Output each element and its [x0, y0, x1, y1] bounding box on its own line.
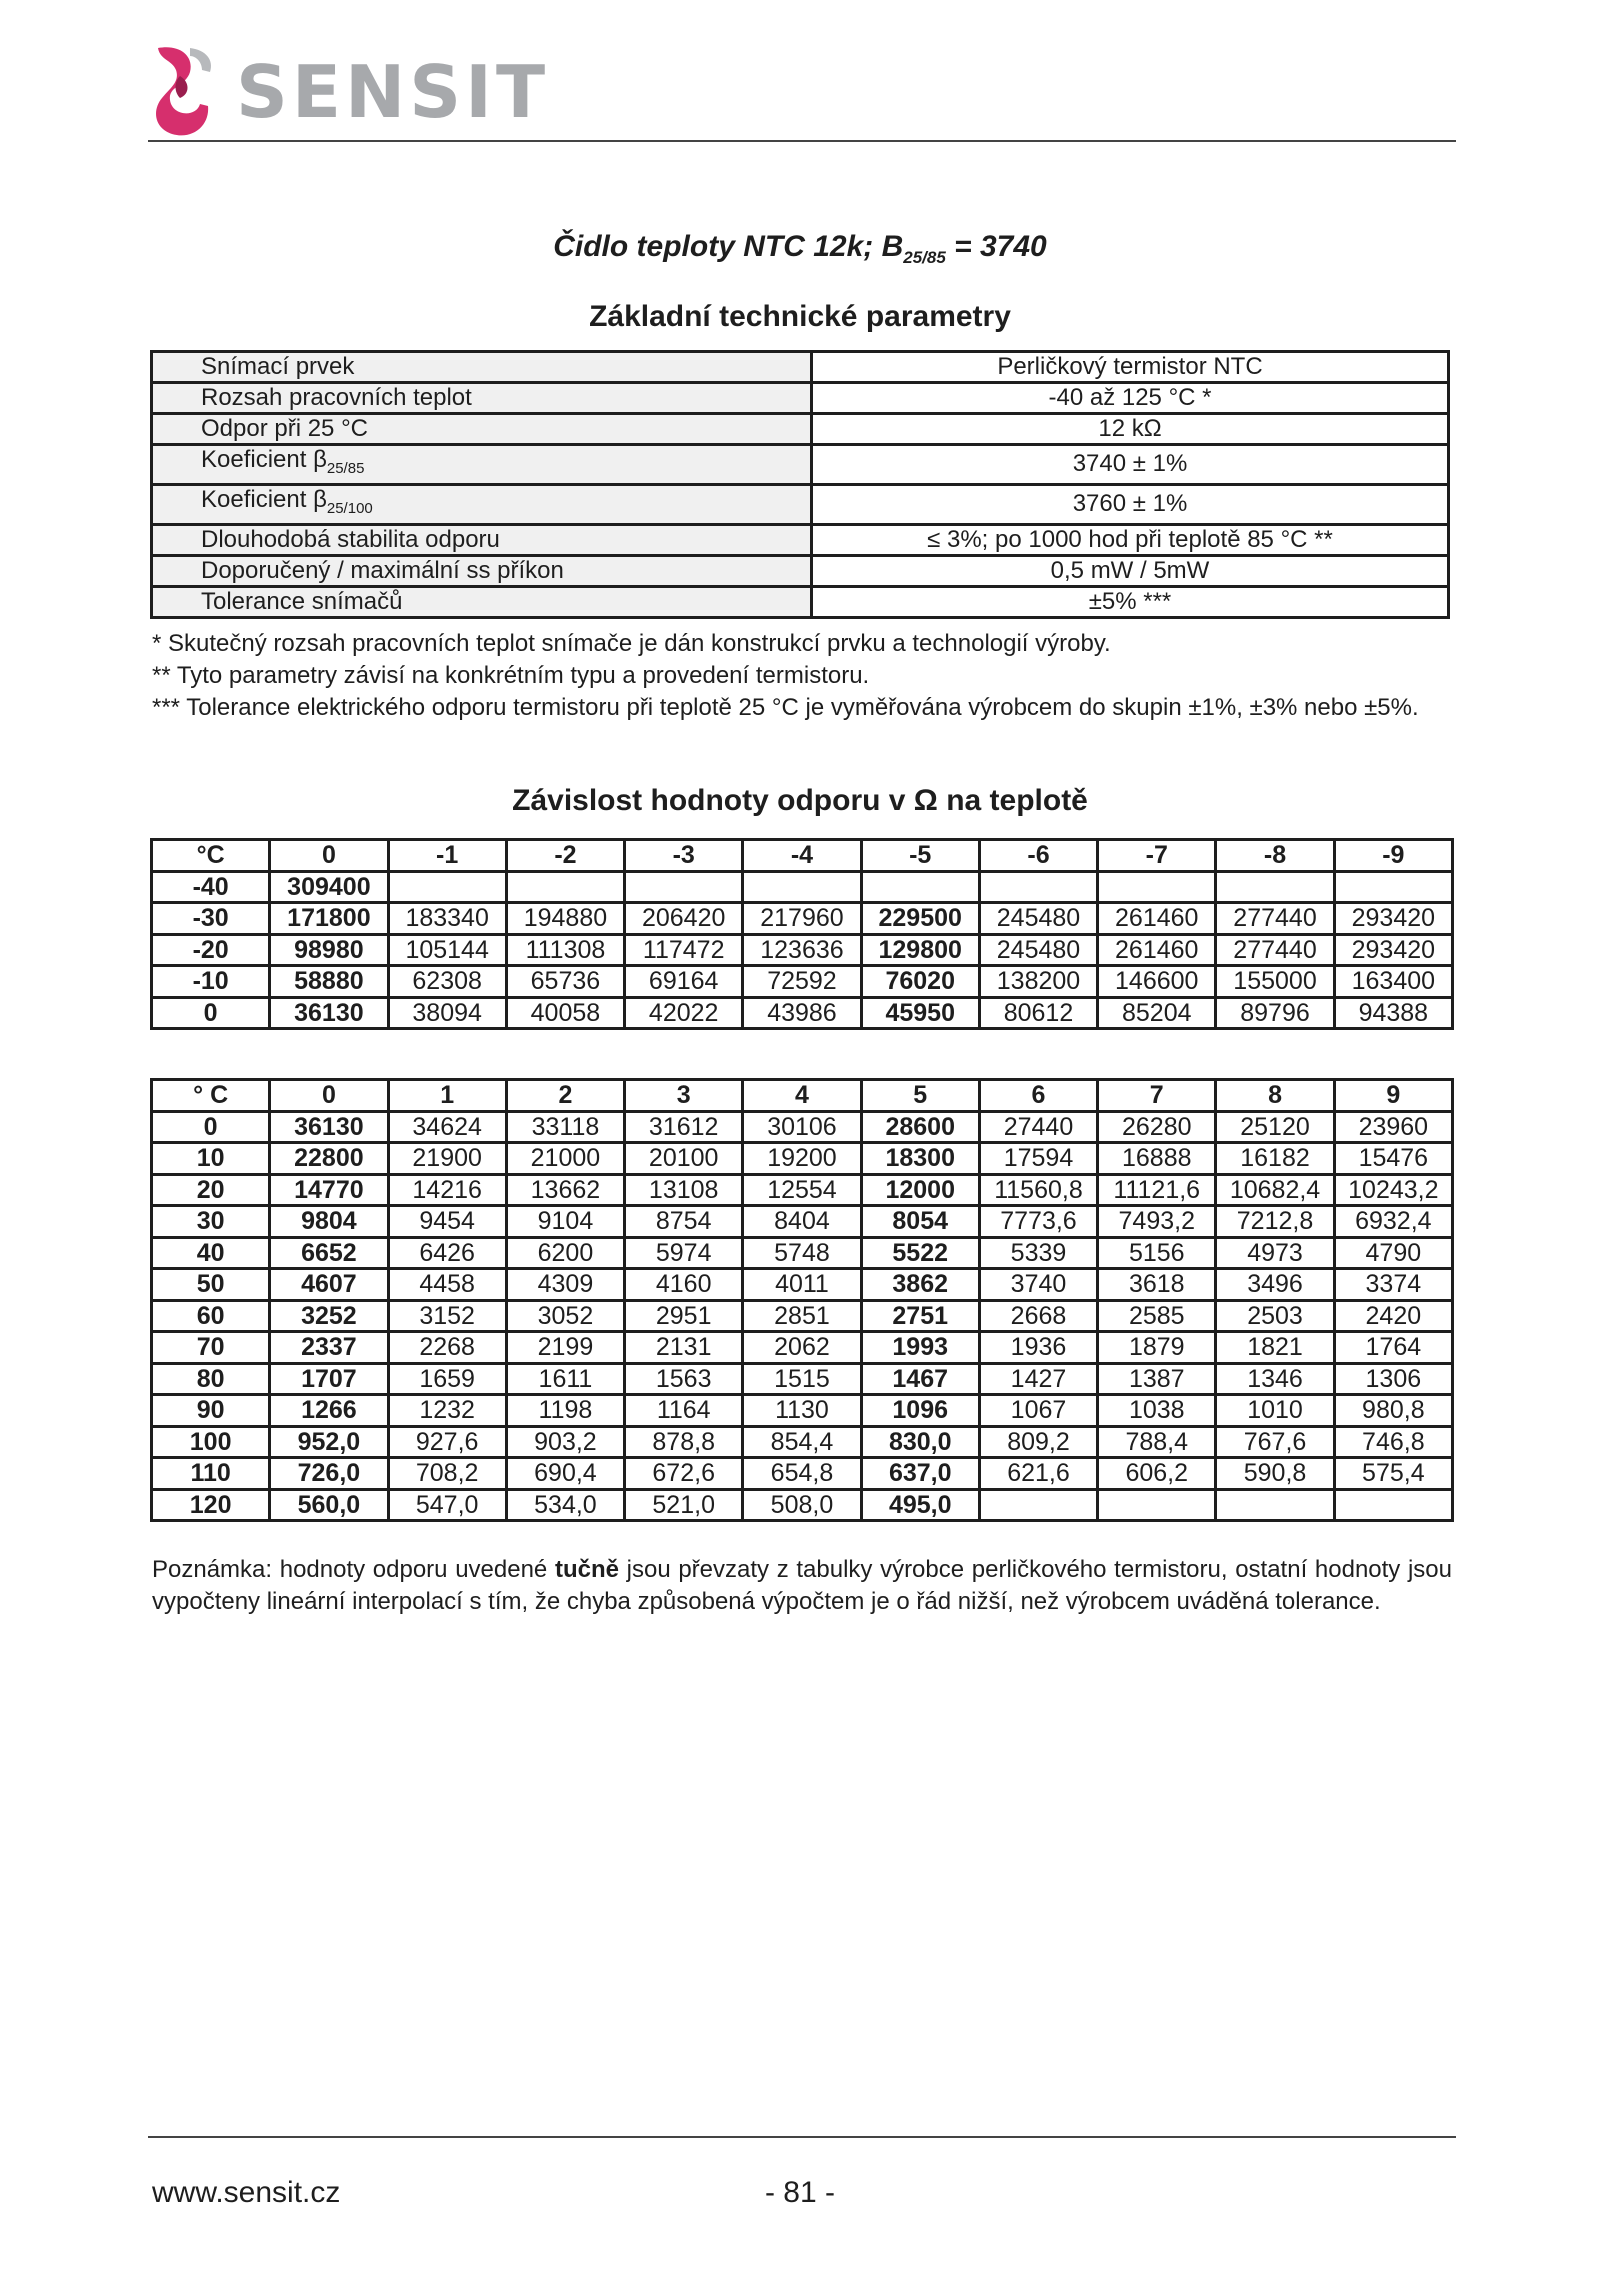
row-header-cell: -10 [152, 966, 270, 998]
row-header-cell: -30 [152, 903, 270, 935]
table-row [152, 934, 1453, 966]
resistance-cell: 21900 [388, 1143, 506, 1175]
table-row [152, 1363, 1453, 1395]
resistance-cell: 9454 [388, 1206, 506, 1238]
param-value: -40 až 125 °C * [812, 383, 1449, 414]
resistance-cell: 98980 [270, 934, 388, 966]
resistance-cell: 708,2 [388, 1458, 506, 1490]
resistance-cell: 94388 [1334, 997, 1452, 1029]
resistance-cell: 7212,8 [1216, 1206, 1334, 1238]
resistance-cell: 534,0 [506, 1489, 624, 1521]
resistance-cell: 809,2 [979, 1426, 1097, 1458]
resistance-cell: 58880 [270, 966, 388, 998]
resistance-cell: 16182 [1216, 1143, 1334, 1175]
column-header: 4 [743, 1080, 861, 1112]
params-row [152, 414, 1449, 445]
resistance-cell: 155000 [1216, 966, 1334, 998]
params-row [152, 524, 1449, 555]
resistance-cell: 14770 [270, 1174, 388, 1206]
resistance-cell: 10243,2 [1334, 1174, 1452, 1206]
params-row [152, 586, 1449, 617]
param-label-subscript: 25/100 [326, 499, 373, 517]
param-value: 3740 ± 1% [812, 445, 1449, 485]
params-table [150, 350, 1450, 619]
resistance-cell: 1427 [979, 1363, 1097, 1395]
param-label [152, 555, 812, 586]
row-header-cell: 50 [152, 1269, 270, 1301]
resistance-cell: 1067 [979, 1395, 1097, 1427]
resistance-cell [1334, 1489, 1452, 1521]
resistance-cell: 3740 [979, 1269, 1097, 1301]
params-row [152, 445, 1449, 485]
resistance-cell: 7493,2 [1098, 1206, 1216, 1238]
table-note [152, 1554, 1452, 1618]
resistance-cell: 40058 [506, 997, 624, 1029]
row-header-cell: 40 [152, 1237, 270, 1269]
note-before: Poznámka: hodnoty odporu uvedené [152, 1556, 555, 1583]
param-label-text: Odpor při 25 °C [201, 415, 369, 442]
row-header-cell: 120 [152, 1489, 270, 1521]
params-row [152, 484, 1449, 524]
resistance-cell: 6932,4 [1334, 1206, 1452, 1238]
note-line: *** Tolerance elektrického odporu termistoru při teplotě 25 °C je vyměřována výrobcem do skupin ±1%, ±3% nebo ±5%. [152, 694, 1419, 721]
row-header-cell: -20 [152, 934, 270, 966]
table-row [152, 1269, 1453, 1301]
resistance-cell: 878,8 [625, 1426, 743, 1458]
params-row [152, 555, 1449, 586]
resistance-cell: 6652 [270, 1237, 388, 1269]
resistance-cell: 8754 [625, 1206, 743, 1238]
table-row [152, 1111, 1453, 1143]
param-value: 12 kΩ [812, 414, 1449, 445]
resistance-cell: 3052 [506, 1300, 624, 1332]
resistance-cell: 65736 [506, 966, 624, 998]
table-row [152, 966, 1453, 998]
resistance-cell: 5339 [979, 1237, 1097, 1269]
param-label-text: Koeficient β [201, 485, 327, 513]
resistance-cell: 1096 [861, 1395, 979, 1427]
resistance-cell: 1198 [506, 1395, 624, 1427]
resistance-cell: 5522 [861, 1237, 979, 1269]
column-header: -2 [506, 840, 624, 872]
column-header: 2 [506, 1080, 624, 1112]
param-label [152, 352, 812, 383]
resistance-cell: 3862 [861, 1269, 979, 1301]
params-notes [152, 628, 1452, 724]
param-value: 0,5 mW / 5mW [812, 555, 1449, 586]
resistance-cell: 621,6 [979, 1458, 1097, 1490]
resistance-cell: 1611 [506, 1363, 624, 1395]
resistance-cell: 129800 [861, 934, 979, 966]
resistance-cell: 788,4 [1098, 1426, 1216, 1458]
resistance-cell: 15476 [1334, 1143, 1452, 1175]
resistance-cell: 560,0 [270, 1489, 388, 1521]
column-header: 5 [861, 1080, 979, 1112]
column-header: 3 [625, 1080, 743, 1112]
resistance-cell: 293420 [1334, 903, 1452, 935]
param-value: ±5% *** [812, 586, 1449, 617]
column-header: °C [152, 840, 270, 872]
resistance-cell: 4160 [625, 1269, 743, 1301]
resistance-cell: 1659 [388, 1363, 506, 1395]
resistance-cell: 767,6 [1216, 1426, 1334, 1458]
column-header: -1 [388, 840, 506, 872]
resistance-cell: 5974 [625, 1237, 743, 1269]
note-bold: tučně [554, 1556, 619, 1583]
table-row [152, 1426, 1453, 1458]
param-label-text: Koeficient β [201, 446, 327, 473]
note-line: * Skutečný rozsah pracovních teplot snímače je dán konstrukcí prvku a technologií výroby. [152, 630, 1111, 657]
resistance-cell: 69164 [625, 966, 743, 998]
resistance-cell: 2062 [743, 1332, 861, 1364]
param-label [152, 586, 812, 617]
column-header: 6 [979, 1080, 1097, 1112]
table-row [152, 1458, 1453, 1490]
param-label-text: Tolerance snímačů [201, 587, 403, 615]
resistance-cell: 2585 [1098, 1300, 1216, 1332]
resistance-cell: 26280 [1098, 1111, 1216, 1143]
column-header: 1 [388, 1080, 506, 1112]
document-title [0, 230, 1600, 268]
resistance-cell: 4309 [506, 1269, 624, 1301]
resistance-cell: 2668 [979, 1300, 1097, 1332]
column-header: -8 [1216, 840, 1334, 872]
param-label-text: Dlouhodobá stabilita odporu [201, 525, 500, 553]
resistance-cell: 194880 [506, 903, 624, 935]
column-header: 7 [1098, 1080, 1216, 1112]
resistance-cell: 1232 [388, 1395, 506, 1427]
resistance-cell: 261460 [1098, 903, 1216, 935]
resistance-cell: 2951 [625, 1300, 743, 1332]
resistance-cell: 11121,6 [1098, 1174, 1216, 1206]
resistance-cell: 508,0 [743, 1489, 861, 1521]
resistance-cell: 76020 [861, 966, 979, 998]
resistance-cell: 33118 [506, 1111, 624, 1143]
column-header: 9 [1334, 1080, 1452, 1112]
resistance-cell: 183340 [388, 903, 506, 935]
resistance-cell: 80612 [979, 997, 1097, 1029]
resistance-cell: 105144 [388, 934, 506, 966]
resistance-cell: 206420 [625, 903, 743, 935]
resistance-cell: 9804 [270, 1206, 388, 1238]
sensit-logo-mark-icon [150, 46, 220, 138]
resistance-cell: 726,0 [270, 1458, 388, 1490]
resistance-cell: 9104 [506, 1206, 624, 1238]
column-header: -7 [1098, 840, 1216, 872]
resistance-cell: 36130 [270, 997, 388, 1029]
resistance-cell: 4607 [270, 1269, 388, 1301]
resistance-cell: 575,4 [1334, 1458, 1452, 1490]
resistance-cell: 293420 [1334, 934, 1452, 966]
resistance-cell: 111308 [506, 934, 624, 966]
negative-temperature-table [150, 838, 1454, 1030]
resistance-cell: 654,8 [743, 1458, 861, 1490]
resistance-cell: 123636 [743, 934, 861, 966]
resistance-cell: 19200 [743, 1143, 861, 1175]
resistance-cell: 30106 [743, 1111, 861, 1143]
resistance-cell: 5156 [1098, 1237, 1216, 1269]
row-header-cell: 110 [152, 1458, 270, 1490]
row-header-cell: 60 [152, 1300, 270, 1332]
resistance-cell: 277440 [1216, 903, 1334, 935]
table-row [152, 871, 1453, 903]
row-header-cell: 0 [152, 997, 270, 1029]
resistance-cell: 547,0 [388, 1489, 506, 1521]
resistance-cell: 590,8 [1216, 1458, 1334, 1490]
resistance-cell [388, 871, 506, 903]
resistance-cell: 1266 [270, 1395, 388, 1427]
param-value: 3760 ± 1% [812, 484, 1449, 524]
resistance-cell: 1879 [1098, 1332, 1216, 1364]
resistance-cell: 138200 [979, 966, 1097, 998]
resistance-cell: 854,4 [743, 1426, 861, 1458]
resistance-cell: 309400 [270, 871, 388, 903]
resistance-cell: 245480 [979, 934, 1097, 966]
resistance-cell: 12554 [743, 1174, 861, 1206]
resistance-cell: 20100 [625, 1143, 743, 1175]
resistance-cell: 261460 [1098, 934, 1216, 966]
param-label-subscript: 25/85 [326, 459, 365, 477]
table-row [152, 997, 1453, 1029]
column-header: 0 [270, 1080, 388, 1112]
param-label-text: Rozsah pracovních teplot [201, 384, 472, 411]
resistance-cell: 1130 [743, 1395, 861, 1427]
resistance-cell: 3374 [1334, 1269, 1452, 1301]
row-header-cell: 100 [152, 1426, 270, 1458]
resistance-cell [1334, 871, 1452, 903]
table-row [152, 1395, 1453, 1427]
resistance-cell: 3152 [388, 1300, 506, 1332]
resistance-cell: 72592 [743, 966, 861, 998]
resistance-cell: 27440 [979, 1111, 1097, 1143]
resistance-cell: 672,6 [625, 1458, 743, 1490]
resistance-cell: 163400 [1334, 966, 1452, 998]
column-header: 0 [270, 840, 388, 872]
row-header-cell: -40 [152, 871, 270, 903]
resistance-cell: 229500 [861, 903, 979, 935]
resistance-cell: 4458 [388, 1269, 506, 1301]
note-line: ** Tyto parametry závisí na konkrétním typu a provedení termistoru. [152, 662, 870, 689]
table-row [152, 1143, 1453, 1175]
table-row [152, 903, 1453, 935]
param-label-text: Snímací prvek [201, 353, 355, 380]
resistance-cell [979, 871, 1097, 903]
resistance-cell: 2337 [270, 1332, 388, 1364]
resistance-cell: 38094 [388, 997, 506, 1029]
resistance-cell: 1010 [1216, 1395, 1334, 1427]
column-header: ° C [152, 1080, 270, 1112]
row-header-cell: 70 [152, 1332, 270, 1364]
param-label [152, 445, 812, 485]
table-row [152, 1332, 1453, 1364]
resistance-cell: 1346 [1216, 1363, 1334, 1395]
column-header: -4 [743, 840, 861, 872]
resistance-cell [625, 871, 743, 903]
params-heading: Základní technické parametry [589, 300, 1011, 333]
logo-wordmark: SENSIT [236, 50, 550, 134]
resistance-cell: 7773,6 [979, 1206, 1097, 1238]
resistance-cell: 28600 [861, 1111, 979, 1143]
resistance-cell [1216, 1489, 1334, 1521]
resistance-cell: 12000 [861, 1174, 979, 1206]
resistance-cell: 637,0 [861, 1458, 979, 1490]
table-row [152, 1489, 1453, 1521]
sensit-logo [150, 44, 549, 140]
params-row [152, 383, 1449, 414]
param-label [152, 484, 812, 524]
param-label-text: Doporučený / maximální ss příkon [201, 556, 564, 584]
resistance-cell: 903,2 [506, 1426, 624, 1458]
row-header-cell: 30 [152, 1206, 270, 1238]
title-suffix: = 3740 [945, 230, 1047, 263]
resistance-cell: 277440 [1216, 934, 1334, 966]
resistance-cell: 1306 [1334, 1363, 1452, 1395]
resistance-cell: 4790 [1334, 1237, 1452, 1269]
resistance-cell: 8054 [861, 1206, 979, 1238]
title-subscript: 25/85 [903, 248, 946, 267]
footer-website: www.sensit.cz [152, 2176, 341, 2209]
resistance-cell: 1387 [1098, 1363, 1216, 1395]
param-label [152, 383, 812, 414]
resistance-cell: 980,8 [1334, 1395, 1452, 1427]
param-label [152, 414, 812, 445]
resistance-cell: 1936 [979, 1332, 1097, 1364]
resistance-cell: 18300 [861, 1143, 979, 1175]
resistance-cell: 1515 [743, 1363, 861, 1395]
resistance-cell: 16888 [1098, 1143, 1216, 1175]
table-row [152, 1174, 1453, 1206]
header-rule [148, 140, 1456, 142]
resistance-cell: 746,8 [1334, 1426, 1452, 1458]
resistance-cell: 6426 [388, 1237, 506, 1269]
resistance-cell [743, 871, 861, 903]
resistance-cell: 3252 [270, 1300, 388, 1332]
resistance-cell: 42022 [625, 997, 743, 1029]
resistance-cell: 1707 [270, 1363, 388, 1395]
resistance-cell: 2199 [506, 1332, 624, 1364]
resistance-cell: 1467 [861, 1363, 979, 1395]
title-prefix: Čidlo teploty NTC 12k; B [553, 230, 904, 263]
resistance-cell: 10682,4 [1216, 1174, 1334, 1206]
resistance-cell: 3496 [1216, 1269, 1334, 1301]
resistance-cell: 6200 [506, 1237, 624, 1269]
resistance-cell: 1764 [1334, 1332, 1452, 1364]
resistance-cell: 21000 [506, 1143, 624, 1175]
resistance-cell: 22800 [270, 1143, 388, 1175]
resistance-cell: 952,0 [270, 1426, 388, 1458]
resistance-cell: 3618 [1098, 1269, 1216, 1301]
table-row [152, 1300, 1453, 1332]
note-after: jsou převzaty z tabulky výrobce perličkového termistoru, ostatní hodnoty jsou vypočteny lineární interpolací s tím, že chyba způsobená výpočtem je o řád nižší, než výrobcem uváděná tolerance. [152, 1556, 1453, 1615]
resistance-cell: 5748 [743, 1237, 861, 1269]
resistance-cell: 1563 [625, 1363, 743, 1395]
resistance-cell: 4973 [1216, 1237, 1334, 1269]
resistance-cell: 2420 [1334, 1300, 1452, 1332]
resistance-cell [506, 871, 624, 903]
resistance-cell: 606,2 [1098, 1458, 1216, 1490]
resistance-cell: 2131 [625, 1332, 743, 1364]
param-value: ≤ 3%; po 1000 hod při teplotě 85 °C ** [812, 524, 1449, 555]
column-header: 8 [1216, 1080, 1334, 1112]
resistance-cell [861, 871, 979, 903]
row-header-cell: 90 [152, 1395, 270, 1427]
resistance-cell: 89796 [1216, 997, 1334, 1029]
resistance-cell: 146600 [1098, 966, 1216, 998]
resistance-cell: 8404 [743, 1206, 861, 1238]
row-header-cell: 10 [152, 1143, 270, 1175]
resistance-cell: 2268 [388, 1332, 506, 1364]
resistance-cell: 13108 [625, 1174, 743, 1206]
resistance-cell [1098, 1489, 1216, 1521]
resistance-cell: 521,0 [625, 1489, 743, 1521]
resistance-cell: 36130 [270, 1111, 388, 1143]
resistance-cell: 43986 [743, 997, 861, 1029]
resistance-cell: 13662 [506, 1174, 624, 1206]
resistance-cell: 62308 [388, 966, 506, 998]
page-number: - 81 - [764, 2176, 836, 2209]
resistance-cell: 1821 [1216, 1332, 1334, 1364]
column-header: -3 [625, 840, 743, 872]
resistance-cell: 45950 [861, 997, 979, 1029]
resistance-cell: 25120 [1216, 1111, 1334, 1143]
resistance-cell: 34624 [388, 1111, 506, 1143]
resistance-cell: 495,0 [861, 1489, 979, 1521]
resistance-cell: 217960 [743, 903, 861, 935]
param-label [152, 524, 812, 555]
resistance-cell: 4011 [743, 1269, 861, 1301]
footer-rule [148, 2136, 1456, 2138]
resistance-cell: 85204 [1098, 997, 1216, 1029]
resistance-cell: 1993 [861, 1332, 979, 1364]
resistance-cell: 23960 [1334, 1111, 1452, 1143]
row-header-cell: 80 [152, 1363, 270, 1395]
column-header: -5 [861, 840, 979, 872]
resistance-cell: 11560,8 [979, 1174, 1097, 1206]
resistance-cell: 2503 [1216, 1300, 1334, 1332]
resistance-cell: 2751 [861, 1300, 979, 1332]
resistance-cell: 927,6 [388, 1426, 506, 1458]
params-row [152, 352, 1449, 383]
resistance-cell: 690,4 [506, 1458, 624, 1490]
resistance-cell: 14216 [388, 1174, 506, 1206]
column-header: -9 [1334, 840, 1452, 872]
resistance-cell: 171800 [270, 903, 388, 935]
table-row [152, 1206, 1453, 1238]
positive-temperature-table [150, 1078, 1454, 1522]
column-header: -6 [979, 840, 1097, 872]
resistance-cell: 1038 [1098, 1395, 1216, 1427]
resistance-cell [979, 1489, 1097, 1521]
param-value: Perličkový termistor NTC [812, 352, 1449, 383]
resistance-cell [1216, 871, 1334, 903]
resistance-cell: 1164 [625, 1395, 743, 1427]
resistance-cell: 245480 [979, 903, 1097, 935]
resistance-cell: 2851 [743, 1300, 861, 1332]
resistance-cell: 830,0 [861, 1426, 979, 1458]
resistance-cell: 117472 [625, 934, 743, 966]
resistance-heading: Závislost hodnoty odporu v Ω na teplotě [512, 784, 1088, 817]
resistance-cell [1098, 871, 1216, 903]
table-row [152, 1237, 1453, 1269]
row-header-cell: 20 [152, 1174, 270, 1206]
row-header-cell: 0 [152, 1111, 270, 1143]
resistance-cell: 17594 [979, 1143, 1097, 1175]
resistance-cell: 31612 [625, 1111, 743, 1143]
